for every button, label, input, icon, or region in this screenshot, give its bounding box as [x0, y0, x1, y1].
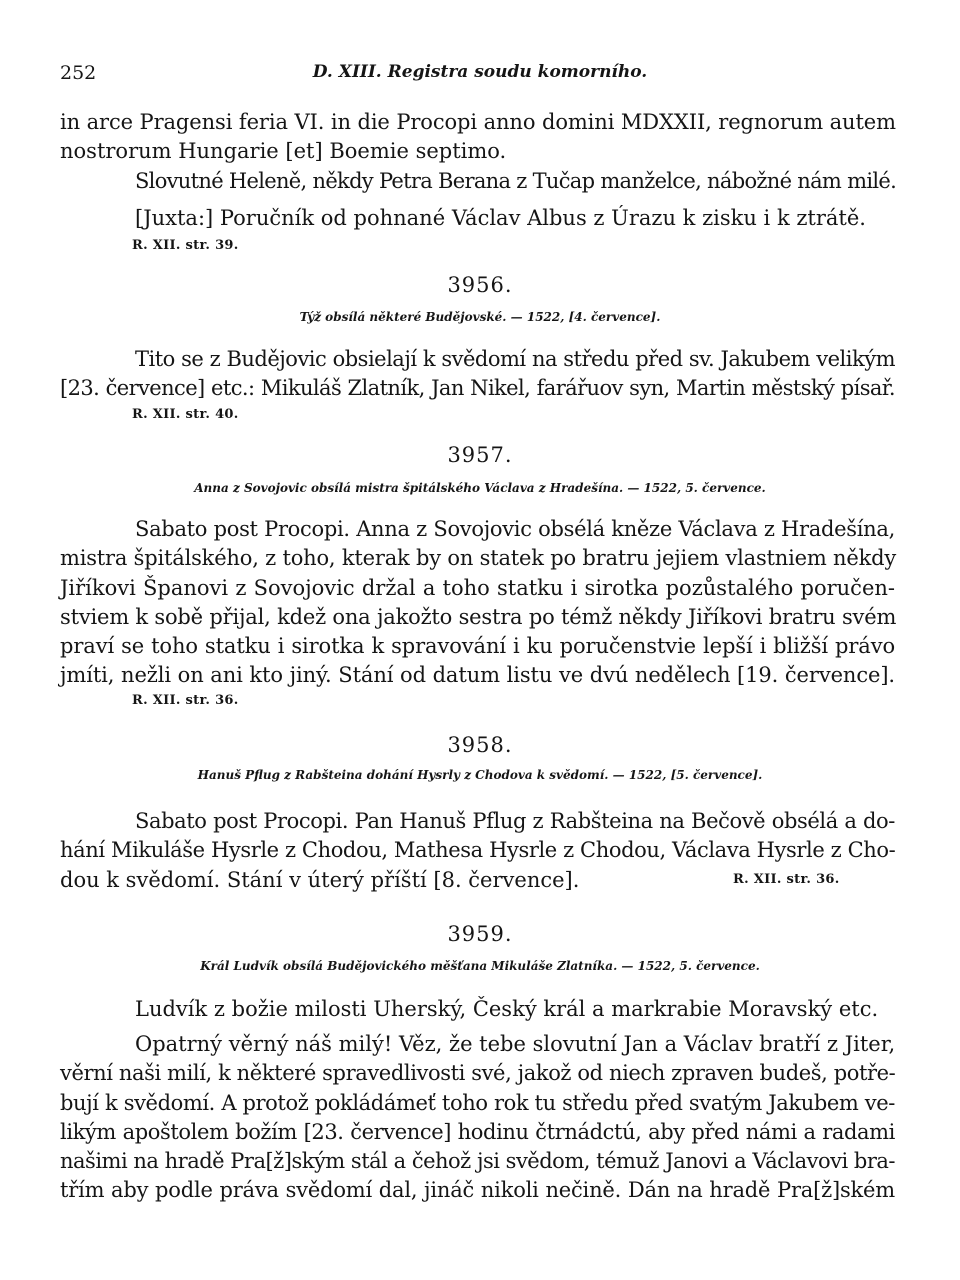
- juxta-paragraph: [60, 204, 895, 233]
- text-line: mistra špitálského, z toho, kterak by on statek po bratru jejiem vlastniem někdy: [60, 546, 897, 571]
- text-line: hání Mikuláše Hysrle z Chodou, Mathesa Hysrle z Chodou, Václava Hysrle z Cho-: [60, 838, 896, 863]
- text-line: Jiříkovi Španovi z Sovojovic držal a toho statku i sirotka pozůstalého poručen-: [60, 575, 895, 600]
- continuation-paragraph: [60, 108, 895, 167]
- document-regest: Anna z Sovojovic obsílá mistra špitálského Václava z Hradešína. — 1522, 5. července.: [194, 481, 766, 495]
- address-line: Slovutné Heleně, někdy Petra Berana z Tučap manželce, nábožné nám milé.: [135, 169, 897, 193]
- document-number: 3959.: [447, 922, 513, 946]
- text-line: praví se toho statku i sirotka k spravování i ku poručenstvie lepší i bližší právo: [60, 634, 895, 659]
- document-number: 3957.: [447, 443, 513, 467]
- text-line: věrní naši milí, k některé spravedlivosti své, jakož od niech zpraven budeš, potře-: [60, 1061, 896, 1086]
- text-line: Sabato post Procopi. Anna z Sovojovic obsélá kněze Václava z Hradešína,: [135, 517, 895, 541]
- text-line: likým apoštolem božím [23. července] hodinu čtrnádctú, aby před námi a radami: [60, 1119, 895, 1144]
- juxta-line: [Juxta:] Poručník od pohnané Václav Albus z Úrazu k zisku i k ztrátě.: [135, 206, 866, 230]
- register-reference: R. XII. str. 40.: [132, 407, 239, 422]
- text-line: Tito se z Budějovic obsielají k svědomí na středu před sv. Jakubem velikým: [135, 347, 895, 371]
- document-number: 3956.: [447, 273, 513, 297]
- intitulatio: [60, 995, 895, 1024]
- text-line: třím aby podle práva svědomí dal, jináč nikoli nečině. Dán na hradě Pra[ž]ském: [60, 1178, 895, 1203]
- document-text: [60, 1030, 895, 1206]
- document-regest: Král Ludvík obsílá Budějovického měšťana Mikuláše Zlatníka. — 1522, 5. července.: [200, 959, 760, 973]
- text-line: in arce Pragensi feria VI. in die Procopi anno domini MDXXII, regnorum autem: [60, 110, 896, 134]
- document-text: [60, 515, 895, 691]
- text-line: jmíti, nežli on ani kto jiný. Stání od datum listu ve dvú nedělech [19. července].: [60, 663, 895, 688]
- register-reference: R. XII. str. 36.: [132, 693, 239, 708]
- document-text: [60, 345, 895, 404]
- page-number: 252: [60, 62, 97, 84]
- intitulatio-line: Ludvík z božie milosti Uherský, Český král a markrabie Moravský etc.: [135, 997, 879, 1021]
- document-number: 3958.: [447, 733, 513, 757]
- text-line: stviem k sobě přijal, kdež ona jakožto sestra po témž někdy Jiříkovi bratru svém: [60, 604, 897, 629]
- text-line: Opatrný věrný náš milý! Věz, že tebe slovutní Jan a Václav bratří z Jiter,: [135, 1032, 896, 1056]
- running-head: D. XIII. Registra soudu komorního.: [312, 62, 648, 82]
- text-line: našimi na hradě Pra[ž]ským stál a čehož jsi svědom, témuž Janovi a Václavovi bra-: [60, 1149, 895, 1174]
- address-paragraph: [60, 167, 895, 196]
- text-line: nostrorum Hungarie [et] Boemie septimo.: [60, 139, 507, 164]
- register-reference: R. XII. str. 39.: [132, 238, 239, 253]
- text-line: Sabato post Procopi. Pan Hanuš Pflug z Rabšteina na Bečově obsélá a do-: [135, 809, 895, 833]
- text-line: [23. července] etc.: Mikuláš Zlatník, Jan Nikel, farářuov syn, Martin městský písař.: [60, 376, 895, 401]
- register-reference: R. XII. str. 36.: [733, 872, 840, 887]
- text-line: dou k svědomí. Stání v úterý příští [8. července].: [60, 867, 580, 892]
- document-regest: Týž obsílá některé Budějovské. — 1522, [4. července].: [299, 310, 661, 324]
- document-regest: Hanuš Pflug z Rabšteina dohání Hysrly z Chodova k svědomí. — 1522, [5. července].: [197, 768, 763, 782]
- text-line: bují k svědomí. A protož pokládámeť toho rok tu středu před svatým Jakubem ve-: [60, 1090, 895, 1115]
